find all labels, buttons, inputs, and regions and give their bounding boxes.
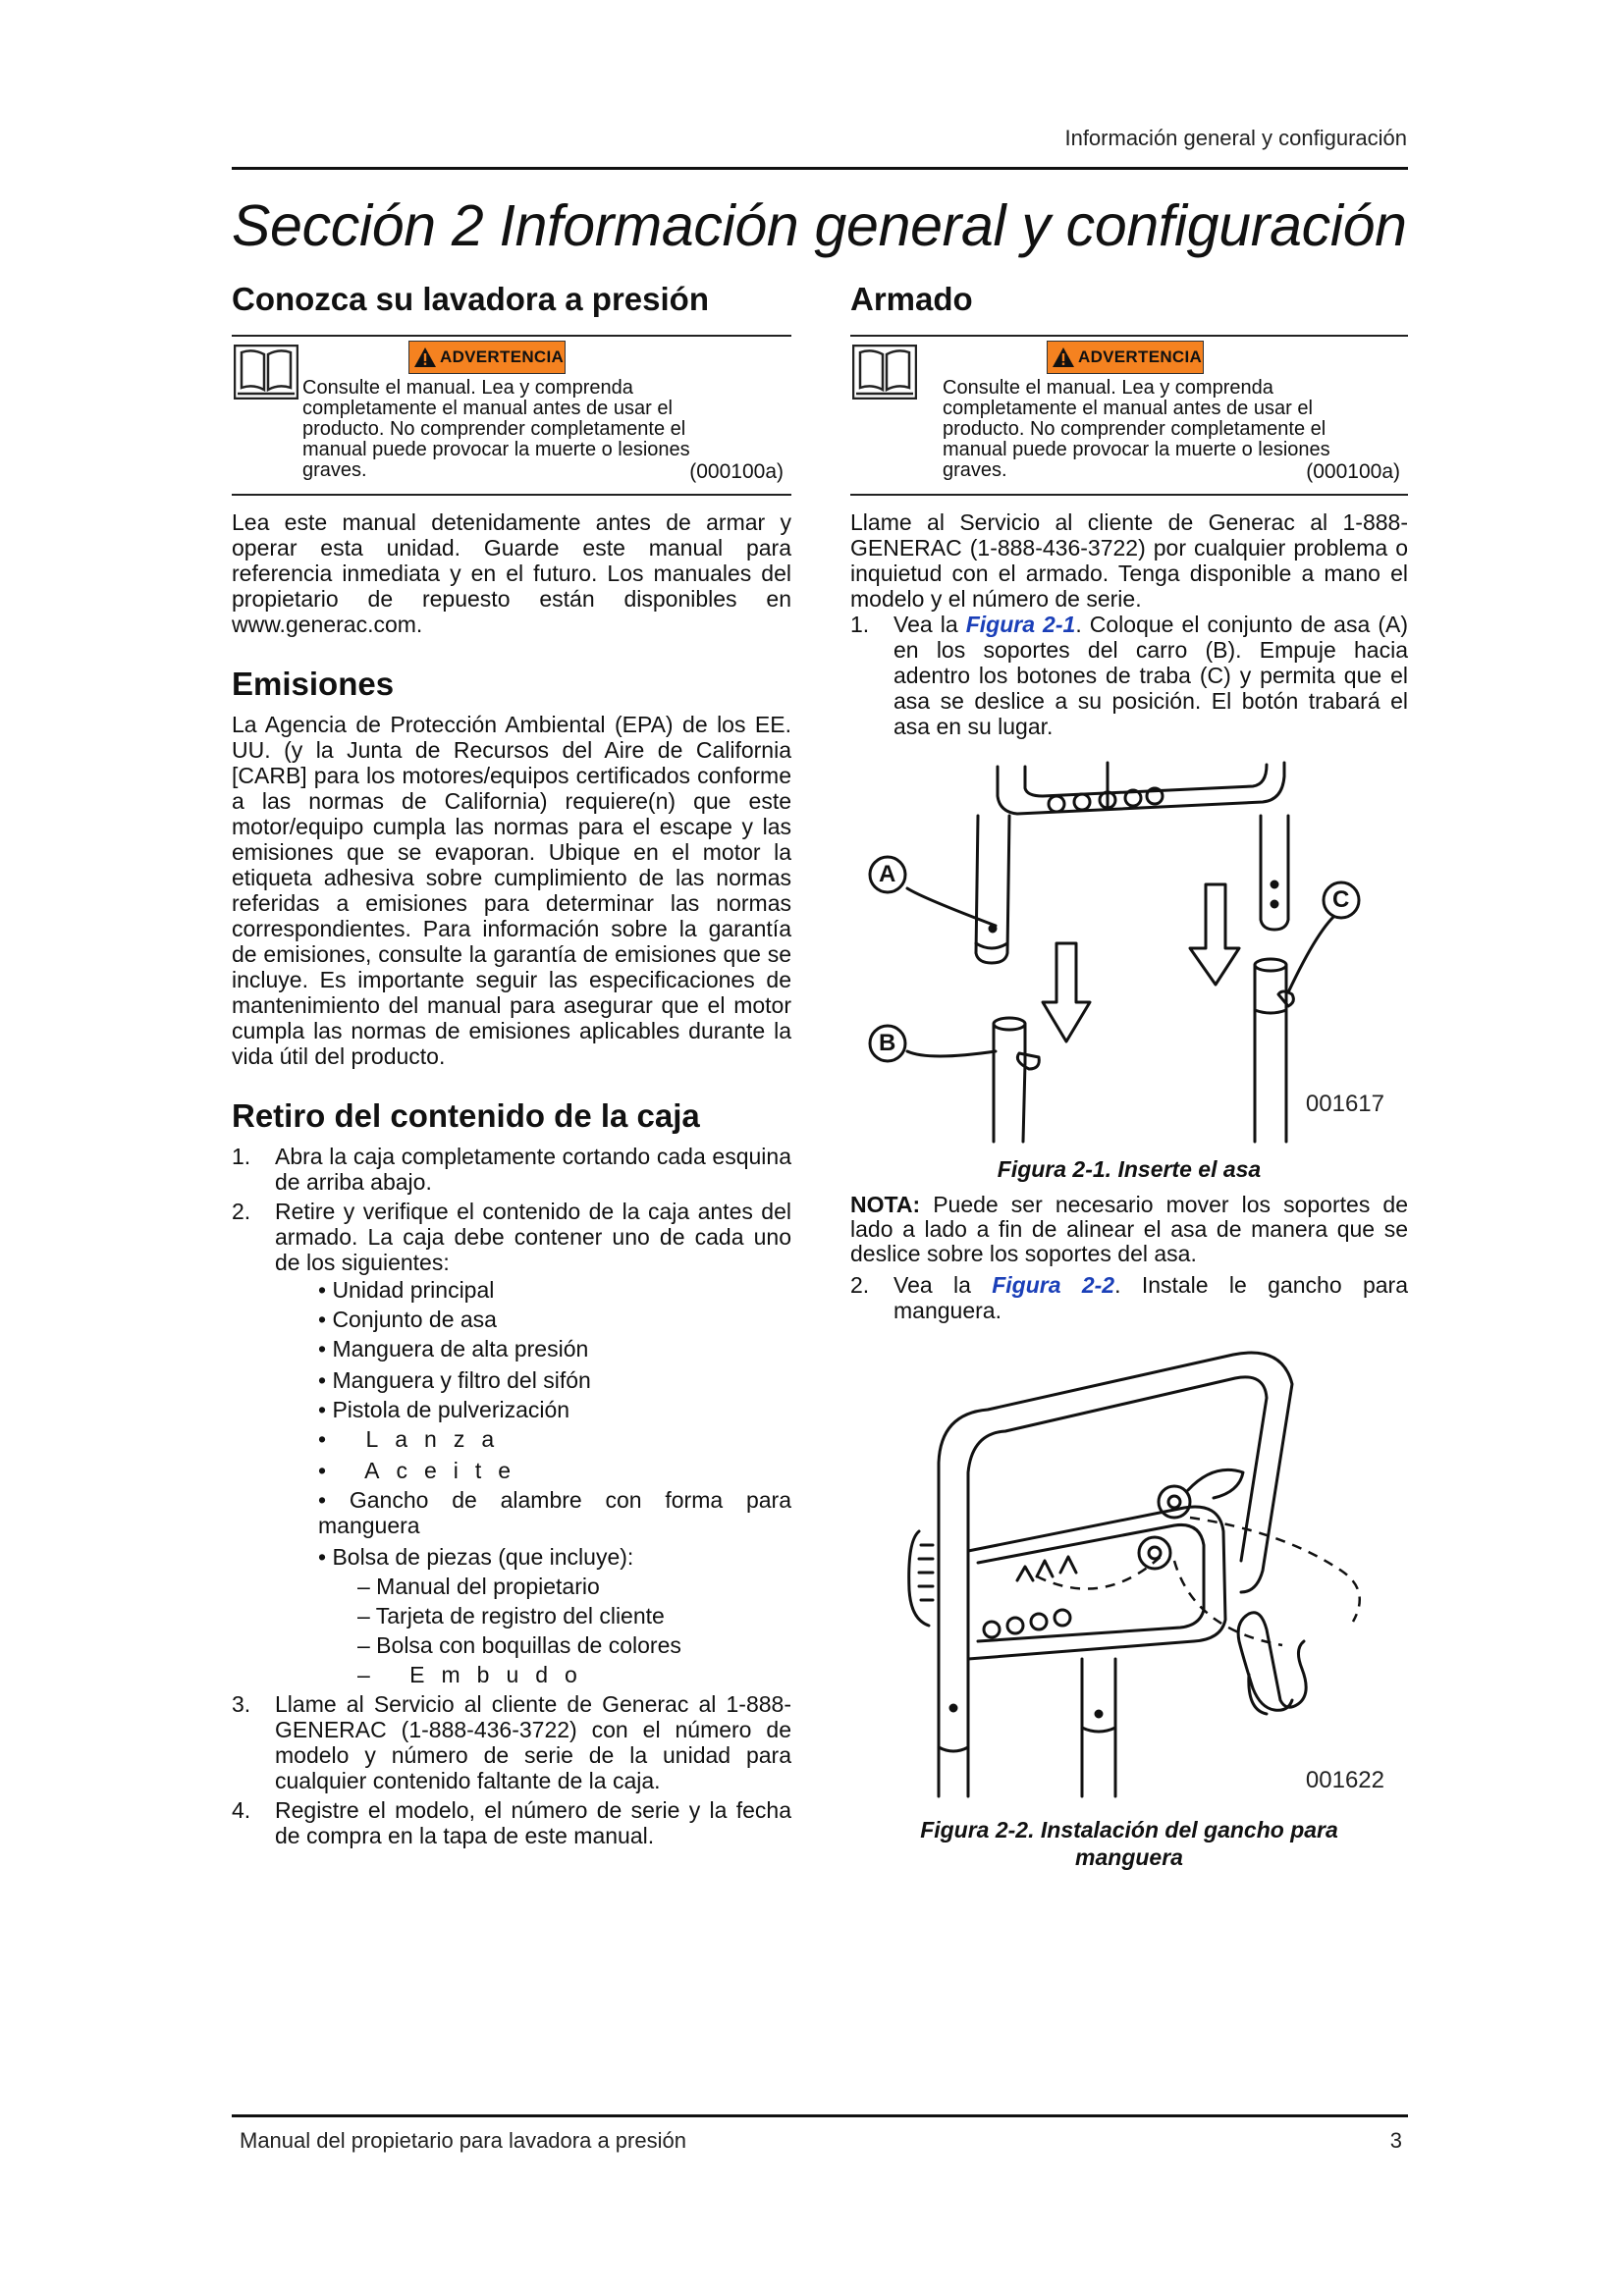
list-item: • Conjunto de asa [318, 1307, 497, 1332]
footer-rule [232, 2114, 1408, 2117]
heading-know-your-washer: Conozca su lavadora a presión [232, 281, 709, 317]
list-item: • Bolsa de piezas (que incluye): [318, 1544, 634, 1570]
list-item: – Bolsa con boquillas de colores [357, 1632, 681, 1658]
list-item: • Manguera de alta presión [318, 1336, 589, 1362]
list-item [850, 1272, 1408, 1323]
list-item [232, 1691, 791, 1793]
step-text-post: . Instale le gancho para manguera. [893, 1272, 1408, 1323]
box-contents-list [275, 1277, 791, 1570]
step-number: 3. [232, 1691, 251, 1717]
footer-title: Manual del propietario para lavadora a presión [240, 2128, 686, 2153]
note-paragraph [850, 1193, 1408, 1266]
callout-c-label: C [1332, 886, 1350, 913]
hose-hook-illustration [850, 1335, 1408, 1804]
unboxing-steps [232, 1144, 791, 1848]
list-item: – Embudo [357, 1662, 594, 1687]
intro-paragraph: Lea este manual detenidamente antes de armar y operar esta unidad. Guarde este manual para referencia inmediata y en el futuro. Los manuales del propietario de repuesto están disponibles en www.generac.com. [232, 509, 791, 637]
warning-triangle-icon [1052, 347, 1075, 368]
warning-text: Consulte el manual. Lea y comprenda completamente el manual antes de usar el producto. No comprender completamente el manual puede provocar la muerte o lesiones graves. [943, 377, 1330, 481]
list-item: • Manguera y filtro del sifón [318, 1367, 591, 1393]
figure-2-1-link[interactable]: Figura 2-1 [965, 612, 1076, 637]
step-text: Registre el modelo, el número de serie y la fecha de compra en la tapa de este manual. [275, 1797, 791, 1848]
list-item: • Lanza [318, 1426, 512, 1452]
warning-badge [1047, 341, 1204, 374]
heading-emissions: Emisiones [232, 666, 395, 702]
emissions-paragraph: La Agencia de Protección Ambiental (EPA) de los EE. UU. (y la Junta de Recursos del Aire de California [CARB] para los motores/equipos certificados conforme a las normas de California) requiere(n) que este motor/equipo cumpla las normas para el escape y las emisiones que se evaporan. Ubique en el motor la etiqueta adhesiva sobre cumplimiento de las normas referidas a emisiones para determinar las normas correspondientes. Para información sobre la garantía de emisiones, consulte la garantía de emisiones que se incluye. Es importante seguir las especificaciones de mantenimiento del manual para asegurar que el motor cumpla las normas de emisiones aplicables durante la vida útil del producto. [232, 712, 791, 1069]
callout-b-label: B [879, 1030, 896, 1056]
header-rule [232, 167, 1408, 170]
warning-triangle-icon [413, 347, 437, 368]
list-item [232, 1199, 791, 1687]
list-item [850, 612, 1408, 739]
list-item: • Gancho de alambre con forma para manguera [318, 1487, 791, 1538]
step-text: Abra la caja completamente cortando cada esquina de arriba abajo. [275, 1144, 791, 1195]
heading-assembly: Armado [850, 281, 973, 317]
step-number: 1. [850, 612, 870, 637]
heading-unboxing: Retiro del contenido de la caja [232, 1097, 700, 1134]
step-text: Llame al Servicio al cliente de Generac al 1-888-GENERAC (1-888-436-3722) con el número de modelo y número de serie de la unidad para cualquier contenido faltante de la caja. [275, 1691, 791, 1793]
warning-badge [408, 341, 566, 374]
running-header: Información general y configuración [1064, 126, 1407, 150]
step-number: 2. [850, 1272, 870, 1298]
warning-code: (000100a) [1306, 460, 1400, 483]
step-number: 2. [232, 1199, 251, 1224]
step-text: Retire y verifique el contenido de la caja antes del armado. La caja debe contener uno de cada uno de los siguientes: [275, 1199, 791, 1275]
manual-book-icon [852, 345, 917, 400]
warning-text: Consulte el manual. Lea y comprenda completamente el manual antes de usar el producto. No comprender completamente el manual puede provocar la muerte o lesiones graves. [302, 377, 690, 481]
list-item: • Aceite [318, 1458, 528, 1483]
assembly-steps-1 [850, 612, 1408, 739]
list-item: • Unidad principal [318, 1277, 495, 1303]
list-item: • Pistola de pulverización [318, 1397, 570, 1422]
warning-badge-label: ADVERTENCIA [440, 347, 565, 366]
list-item [232, 1797, 791, 1848]
figure-2-2-caption: Figura 2-2. Instalación del gancho para manguera [920, 1817, 1338, 1870]
right-column [850, 280, 1408, 1871]
step-text-post: . Coloque el conjunto de asa (A) en los soportes del carro (B). Empuje hacia adentro los botones de traba (C) y permita que el asa se deslice a su posición. El botón trabará el asa en su lugar. [893, 612, 1408, 739]
parts-bag-list [275, 1574, 791, 1687]
step-text-pre: Vea la [893, 612, 966, 637]
warning-badge-label: ADVERTENCIA [1078, 347, 1203, 366]
manual-book-icon [234, 345, 298, 400]
figure-code: 001617 [1305, 1091, 1384, 1117]
left-column [232, 280, 791, 1852]
note-label: NOTA: [850, 1192, 921, 1217]
warning-box [232, 335, 791, 496]
section-title: Sección 2 Información general y configuración [232, 193, 1407, 258]
list-item: – Tarjeta de registro del cliente [357, 1603, 665, 1629]
assembly-intro: Llame al Servicio al cliente de Generac al 1-888-GENERAC (1-888-436-3722) por cualquier problema o inquietud con el armado. Tenga disponible a mano el modelo y el número de serie. [850, 509, 1408, 612]
figure-2-2-link[interactable]: Figura 2-2 [992, 1272, 1115, 1298]
callout-a-label: A [879, 861, 896, 887]
figure-2-2 [850, 1335, 1408, 1804]
page-number: 3 [1389, 2128, 1402, 2153]
warning-code: (000100a) [689, 460, 784, 483]
figure-2-1-caption: Figura 2-1. Inserte el asa [997, 1156, 1262, 1182]
list-item [232, 1144, 791, 1195]
figure-2-1 [850, 757, 1408, 1151]
step-number: 1. [232, 1144, 251, 1169]
list-item: – Manual del propietario [357, 1574, 600, 1599]
figure-code: 001622 [1305, 1767, 1384, 1793]
warning-box [850, 335, 1408, 496]
note-text: Puede ser necesario mover los soportes de lado a lado a fin de alinear el asa de manera que se deslice sobre los soportes del asa. [850, 1192, 1408, 1266]
step-number: 4. [232, 1797, 251, 1823]
assembly-steps-2 [850, 1272, 1408, 1323]
step-text-pre: Vea la [893, 1272, 993, 1298]
